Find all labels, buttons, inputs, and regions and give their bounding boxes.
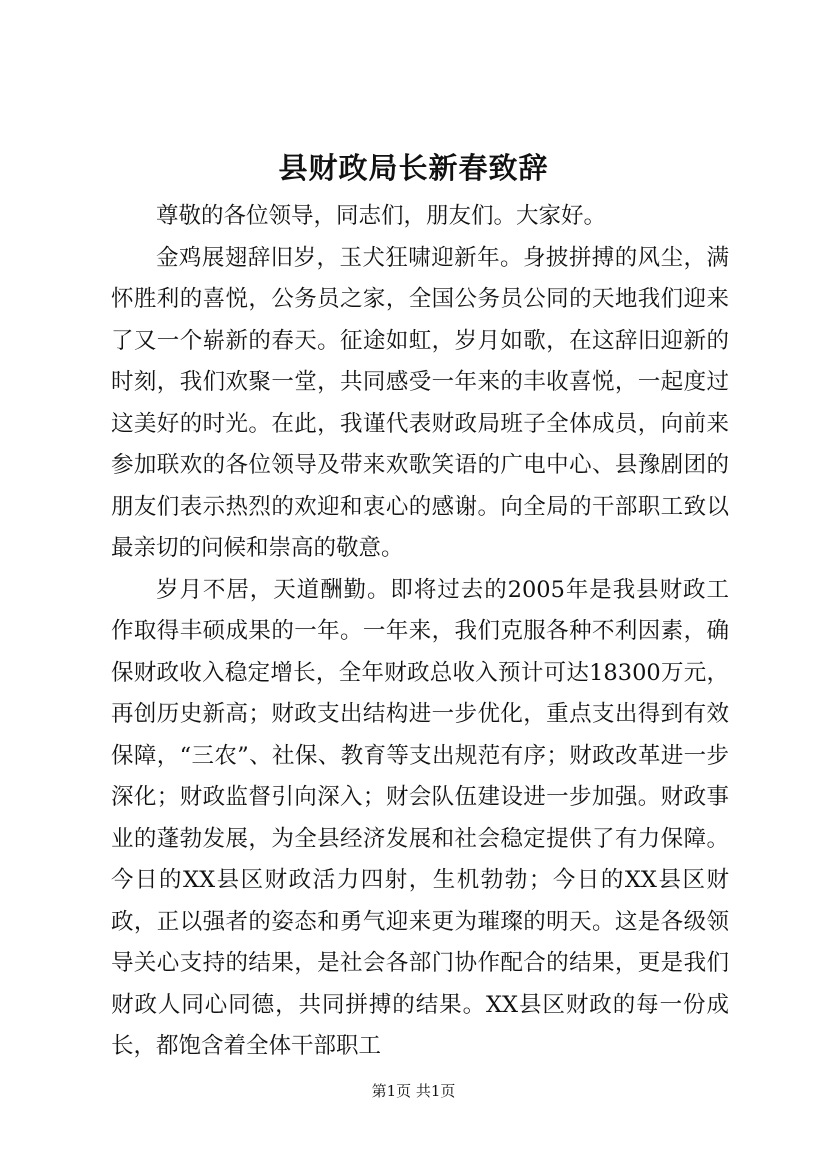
document-title: 县财政局长新春致辞 [278, 151, 549, 185]
paragraph-opening: 金鸡展翅辞旧岁，玉犬狂啸迎新年。身披拼搏的风尘，满怀胜利的喜悦，公务员之家，全国公务员公同的天地我们迎来了又一个崭新的春天。征途如虹，岁月如歌，在这辞旧迎新的时刻，我们欢聚一堂，共同感受一年来的丰收喜悦，一起度过这美好的时光。在此，我谨代表财政局班子全体成员，向前来参加联欢的各位领导及带来欢歌笑语的广电中心、县豫剧团的朋友们表示热烈的欢迎和衷心的感谢。向全局的干部职工致以最亲切的问候和崇高的敬意。 [111, 244, 729, 561]
paragraph-greeting: 尊敬的各位领导，同志们，朋友们。大家好。 [156, 203, 607, 229]
page-number-footer: 第1页 共1页 [371, 1082, 456, 1100]
paragraph-review: 岁月不居，天道酬勤。即将过去的2005年是我县财政工作取得丰硕成果的一年。一年来，我们克服各种不利因素，确保财政收入稳定增长，全年财政总收入预计可达18300万元，再创历史新高；财政支出结构进一步优化，重点支出得到有效保障，“三农”、社保、教育等支出规范有序；财政改革进一步深化；财政监督引向深入；财会队伍建设进一步加强。财政事业的蓬勃发展，为全县经济发展和社会稳定提供了有力保障。今日的XX县区财政活力四射，生机勃勃；今日的XX县区财政，正以强者的姿态和勇气迎来更为璀璨的明天。这是各级领导关心支持的结果，是社会各部门协作配合的结果，更是我们财政人同心同德，共同拼搏的结果。XX县区财政的每一份成长，都饱含着全体干部职工 [111, 576, 729, 1059]
document-body [111, 196, 729, 1068]
